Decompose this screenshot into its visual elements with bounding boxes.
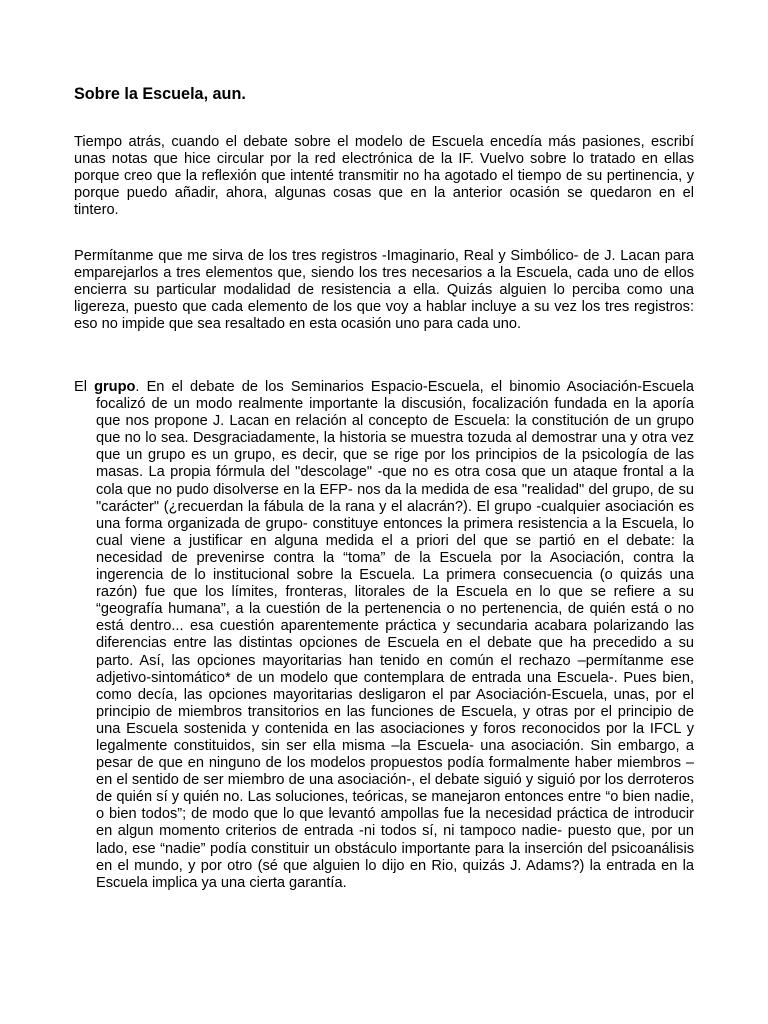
paragraph-registros: Permítanme que me sirva de los tres registros -Imaginario, Real y Simbólico- de J. Lacan para emparejarlos a tres elementos que, siendo los tres necesarios a la Escuela, cada uno de ellos encierra su particular modalidad de resistencia a ella. Quizás alguien lo perciba como una ligereza, puesto que cada elemento de los que voy a hablar incluye a su vez los tres registros: eso no impide que sea resaltado en esta ocasión uno para cada uno. (74, 248, 694, 333)
paragraph-grupo-lead: El (74, 379, 95, 395)
paragraph-intro: Tiempo atrás, cuando el debate sobre el modelo de Escuela encedía más pasiones, escribí unas notas que hice circular por la red electrónica de la IF. Vuelvo sobre lo tratado en ellas porque creo que la reflexión que intenté transmitir no ha agotado el tiempo de su pertinencia, y porque puedo añadir, ahora, algunas cosas que en la anterior ocasión se quedaron en el tintero. (74, 134, 694, 219)
document-title: Sobre la Escuela, aun. (74, 85, 246, 103)
paragraph-grupo (74, 379, 694, 892)
paragraph-grupo-body: . En el debate de los Seminarios Espacio-Escuela, el binomio Asociación-Escuela focalizó de un modo realmente importante la discusión, focalización fundada en la aporía que nos propone J. Lacan en relación al concepto de Escuela: la constitución de un grupo que no lo sea. Desgraciadamente, la historia se muestra tozuda al demostrar una y otra vez que un grupo es un grupo, es decir, que se rige por los principios de la psicología de las masas. La propia fórmula del "descolage" -que no es otra cosa que un ataque frontal a la cola que no pudo disolverse en la EFP- nos da la medida de esa "realidad" del grupo, de su "carácter" (¿recuerdan la fábula de la rana y el alacrán?). El grupo -cualquier asociación es una forma organizada de grupo- constituye entonces la primera resistencia a la Escuela, lo cual viene a justificar en alguna medida el a priori del que se partió en el debate: la necesidad de prevenirse contra la “toma” de la Escuela por la Asociación, contra la ingerencia de lo institucional sobre la Escuela. La primera consecuencia (o quizás una razón) fue que los límites, fronteras, litorales de la Escuela en lo que se refiere a su “geografía humana”, a la cuestión de la pertenencia o no pertenencia, de quién está o no está dentro... esa cuestión aparentemente práctica y secundaria acabara polarizando las diferencias entre las distintas opciones de Escuela en el debate que ha precedido a su parto. Así, las opciones mayoritarias han tenido en común el rechazo –permítanme ese adjetivo-sintomático* de un modelo que contemplara de entrada una Escuela-. Pues bien, como decía, las opciones mayoritarias desligaron el par Asociación-Escuela, unas, por el principio de miembros transitorios en las funciones de Escuela, y otras por el principio de una Escuela sostenida y contenida en las asociaciones y foros reconocidos por la IFCL y legalmente constituidos, sin ser ella misma –la Escuela- una asociación. Sin embargo, a pesar de que en ninguno de los modelos propuestos podía formalmente haber miembros –en el sentido de ser miembro de una asociación-, el debate siguió y siguió por los derroteros de quién sí y quién no. Las soluciones, teóricas, se manejaron entonces entre “o bien nadie, o bien todos”; de modo que lo que levantó ampollas fue la necesidad práctica de introducir en algun momento criterios de entrada -ni todos sí, ni tampoco nadie- puesto que, por un lado, ese “nadie” podía constituir un obstáculo importante para la inserción del psicoanálisis en el mundo, y por otro (sé que alguien lo dijo en Rio, quizás J. Adams?) la entrada en la Escuela implica ya una cierta garantía. (96, 379, 694, 891)
paragraph-grupo-keyword: grupo (94, 379, 136, 395)
